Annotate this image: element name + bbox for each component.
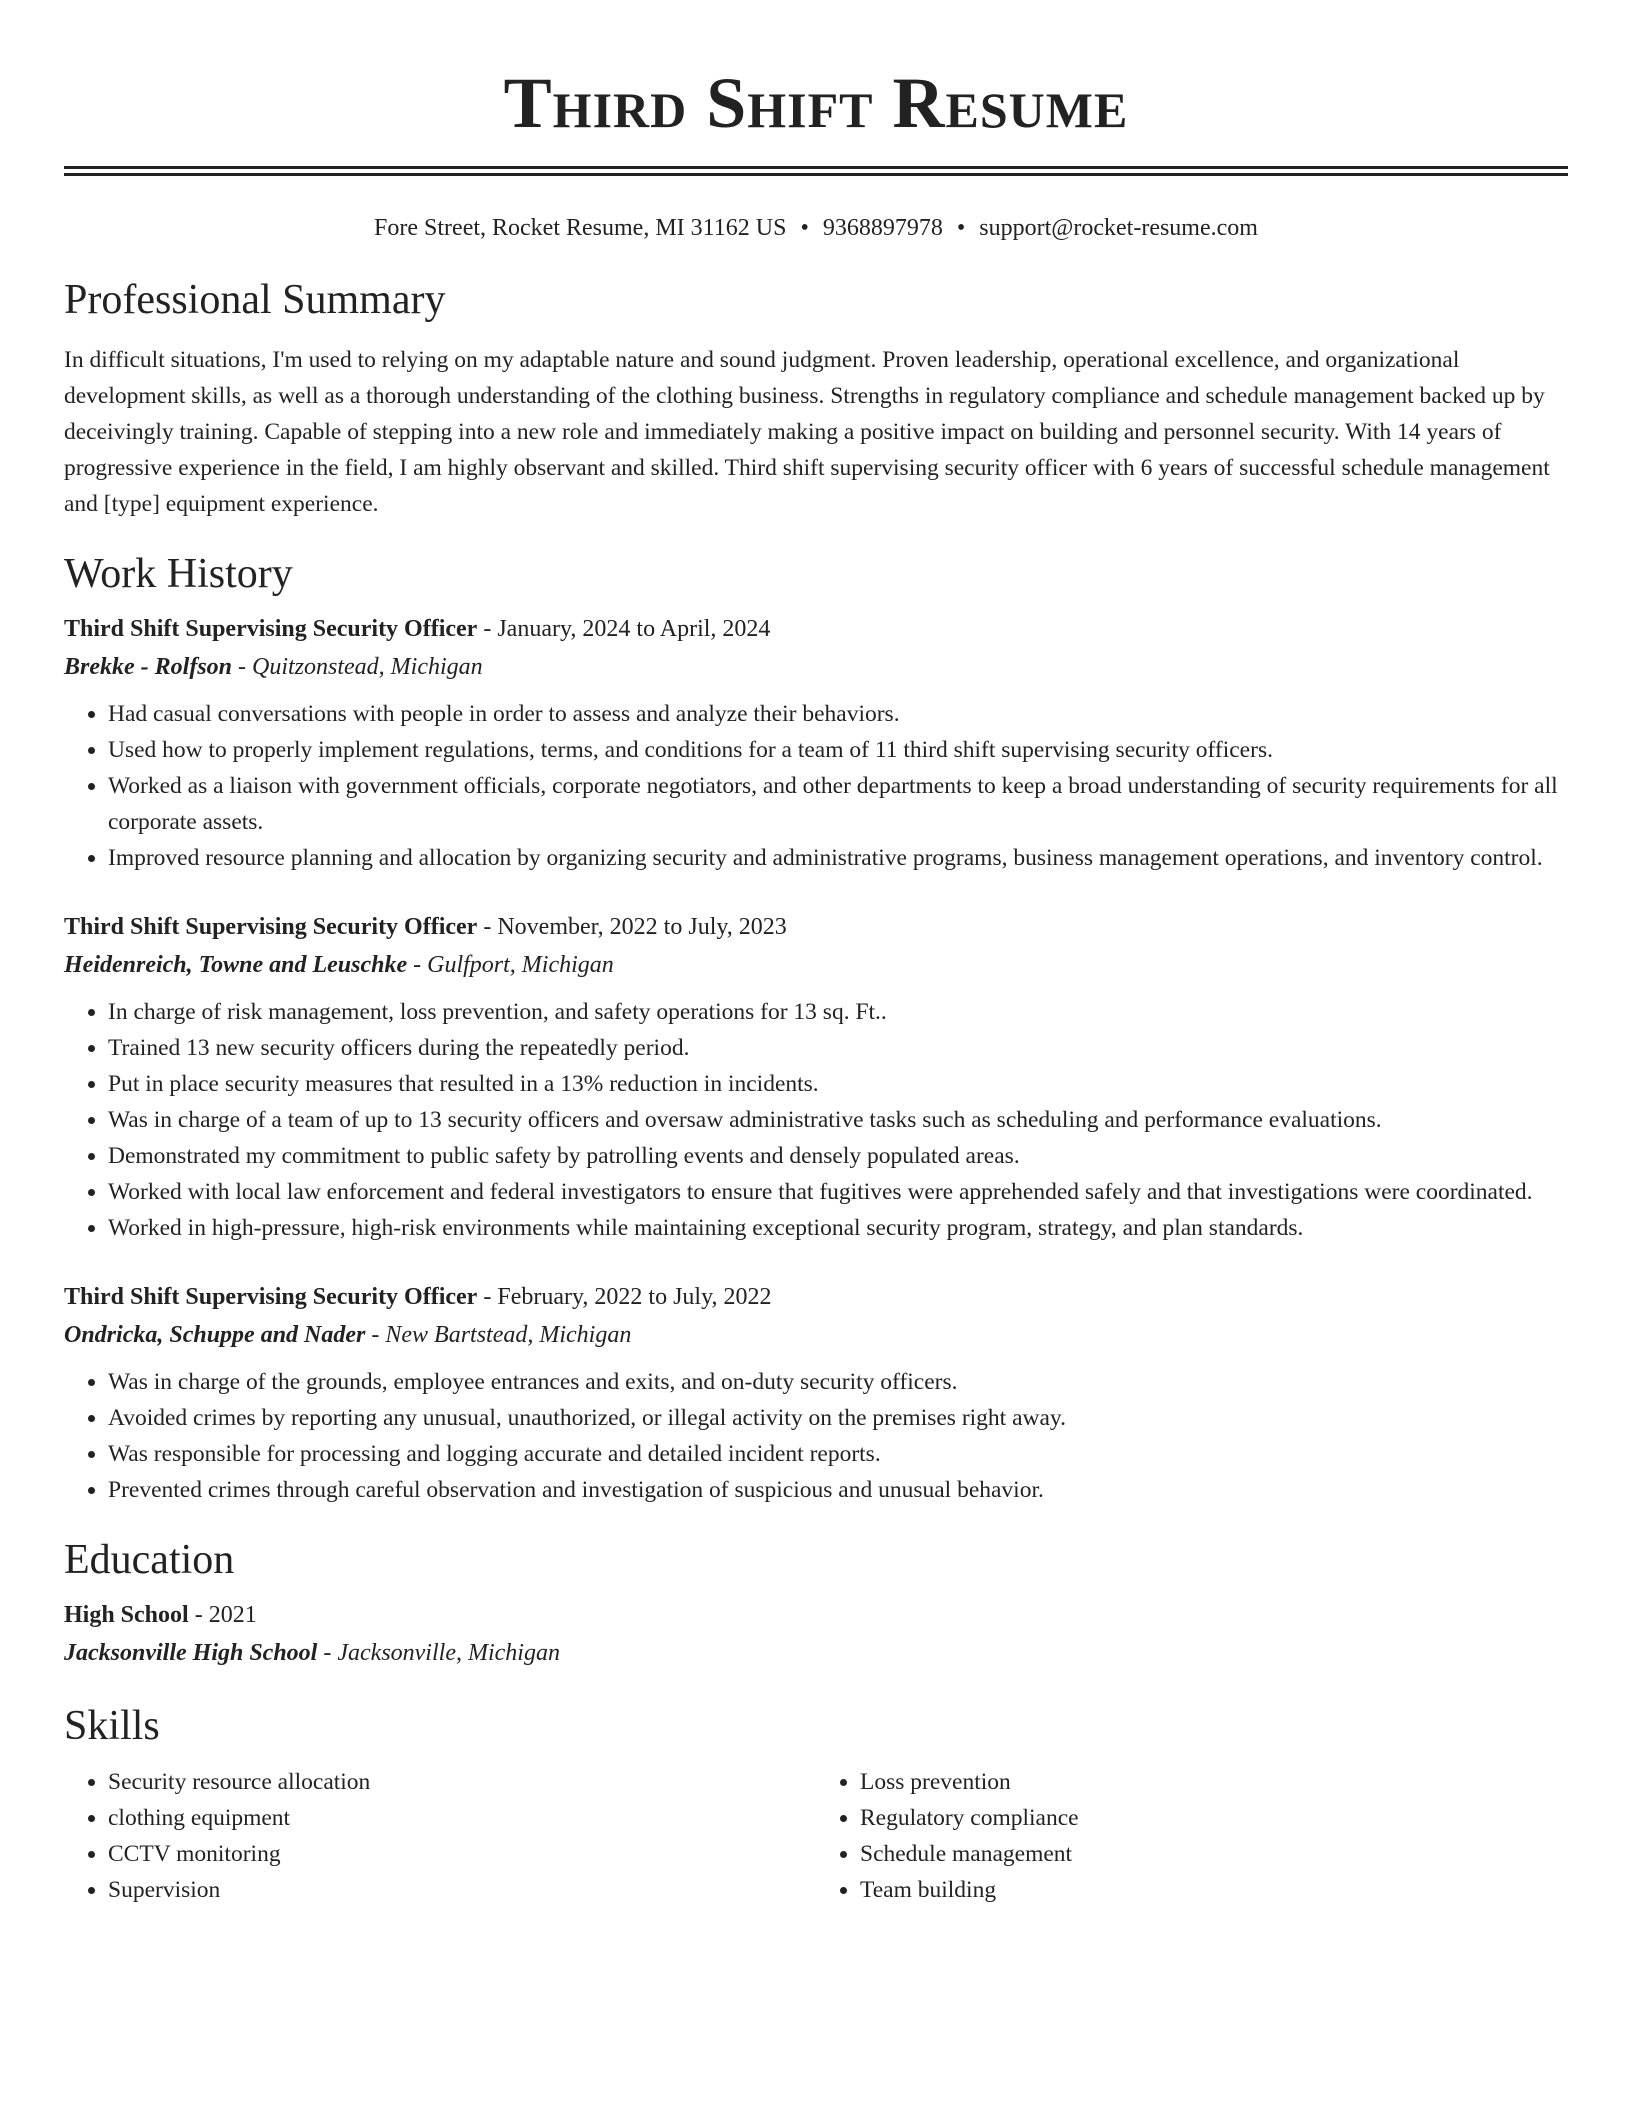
job-duty-item: • Used how to properly implement regulations, terms, and conditions for a team of 11 third shift supervising security officers.	[108, 732, 1568, 768]
job-dash: -	[232, 654, 252, 680]
job-title-line	[64, 908, 1568, 946]
job-location: Quitzonstead, Michigan	[252, 654, 483, 680]
education-year: 2021	[208, 1602, 257, 1628]
job-duty-item: • Avoided crimes by reporting any unusual, unauthorized, or illegal activity on the premises right away.	[108, 1400, 1568, 1436]
education-dash: -	[317, 1640, 338, 1666]
job-title: Third Shift Supervising Security Officer	[64, 914, 478, 940]
job-dash: -	[477, 914, 498, 940]
education-degree: High School	[64, 1602, 189, 1628]
job-dash: -	[477, 616, 498, 642]
education-degree-line	[64, 1596, 1568, 1634]
job-duty-item: • Worked in high-pressure, high-risk environments while maintaining exceptional security program, strategy, and plan standards.	[108, 1210, 1568, 1246]
job-dates: November, 2022 to July, 2023	[497, 914, 787, 940]
contact-separator: •	[956, 215, 966, 241]
job-duties-list	[64, 1364, 1568, 1508]
job-company-line	[64, 1316, 1568, 1354]
skills-column-right	[816, 1764, 1568, 1908]
job-company: Heidenreich, Towne and Leuschke	[64, 952, 408, 978]
job-company: Brekke - Rolfson	[64, 654, 232, 680]
skills-heading: Skills	[64, 1703, 160, 1749]
job-location: Gulfport, Michigan	[427, 952, 614, 978]
job-title: Third Shift Supervising Security Officer	[64, 1284, 478, 1310]
job-duty-item: • Improved resource planning and allocation by organizing security and administrative programs, business management operations, and inventory control.	[108, 840, 1568, 876]
job-company: Ondricka, Schuppe and Nader	[64, 1322, 366, 1348]
education-location: Jacksonville, Michigan	[337, 1640, 560, 1666]
skill-item: • clothing equipment	[108, 1800, 816, 1836]
job-entry	[64, 1278, 1568, 1508]
job-dash: -	[407, 952, 428, 978]
job-duty-item: • Was in charge of the grounds, employee entrances and exits, and on-duty security officers.	[108, 1364, 1568, 1400]
skill-item: • Supervision	[108, 1872, 816, 1908]
job-dash: -	[365, 1322, 386, 1348]
job-duty-item: • Worked with local law enforcement and federal investigators to ensure that fugitives were apprehended safely and that investigations were coordinated.	[108, 1174, 1568, 1210]
work-history-list	[64, 610, 1568, 1508]
work-history-heading: Work History	[64, 551, 293, 597]
education-school-line	[64, 1634, 1568, 1672]
job-dates: January, 2024 to April, 2024	[497, 616, 771, 642]
skill-item: • Security resource allocation	[108, 1764, 816, 1800]
job-company-line	[64, 648, 1568, 686]
education-school: Jacksonville High School	[64, 1640, 318, 1666]
summary-text: In difficult situations, I'm used to relying on my adaptable nature and sound judgment. Proven leadership, operational excellence, and organizational development skills, as well as a thorough understanding of the clothing business. Strengths in regulatory compliance and schedule management backed up by deceivingly training. Capable of stepping into a new role and immediately making a positive impact on building and personnel security. With 14 years of progressive experience in the field, I am highly observant and skilled. Third shift supervising security officer with 6 years of successful schedule management and [type] equipment experience.	[64, 347, 1550, 517]
job-duty-item: • In charge of risk management, loss prevention, and safety operations for 13 sq. Ft..	[108, 994, 1568, 1030]
job-entry	[64, 610, 1568, 876]
job-duty-item: • Was responsible for processing and logging accurate and detailed incident reports.	[108, 1436, 1568, 1472]
job-duty-item: • Was in charge of a team of up to 13 security officers and oversaw administrative tasks such as scheduling and performance evaluations.	[108, 1102, 1568, 1138]
job-duties-list	[64, 696, 1568, 876]
skills-list	[64, 1764, 1568, 1908]
job-company-line	[64, 946, 1568, 984]
resume-name: Third Shift Resume	[503, 63, 1129, 143]
skill-item: • Schedule management	[860, 1836, 1568, 1872]
contact-email: support@rocket-resume.com	[979, 215, 1258, 241]
job-dates: February, 2022 to July, 2022	[497, 1284, 772, 1310]
job-duty-item: • Put in place security measures that resulted in a 13% reduction in incidents.	[108, 1066, 1568, 1102]
job-duty-item: • Worked as a liaison with government officials, corporate negotiators, and other departments to keep a broad understanding of security requirements for all corporate assets.	[108, 768, 1568, 840]
skill-item: • Regulatory compliance	[860, 1800, 1568, 1836]
summary-heading: Professional Summary	[64, 277, 446, 323]
job-duties-list	[64, 994, 1568, 1246]
job-entry	[64, 908, 1568, 1246]
skills-column-left	[64, 1764, 816, 1908]
contact-line	[64, 212, 1568, 244]
job-duty-item: • Had casual conversations with people in order to assess and analyze their behaviors.	[108, 696, 1568, 732]
job-duty-item: • Demonstrated my commitment to public safety by patrolling events and densely populated areas.	[108, 1138, 1568, 1174]
job-title-line	[64, 1278, 1568, 1316]
header-double-rule	[64, 166, 1568, 176]
job-duty-item: • Trained 13 new security officers during the repeatedly period.	[108, 1030, 1568, 1066]
contact-address: Fore Street, Rocket Resume, MI 31162 US	[374, 215, 787, 241]
job-title-line	[64, 610, 1568, 648]
skill-item: • Loss prevention	[860, 1764, 1568, 1800]
job-dash: -	[477, 1284, 498, 1310]
skill-item: • Team building	[860, 1872, 1568, 1908]
contact-phone: 9368897978	[822, 215, 943, 241]
job-duty-item: • Prevented crimes through careful observation and investigation of suspicious and unusual behavior.	[108, 1472, 1568, 1508]
job-location: New Bartstead, Michigan	[385, 1322, 632, 1348]
contact-separator: •	[800, 215, 809, 241]
job-title: Third Shift Supervising Security Officer	[64, 616, 478, 642]
skill-item: • CCTV monitoring	[108, 1836, 816, 1872]
education-heading: Education	[64, 1537, 235, 1583]
education-dash: -	[188, 1602, 209, 1628]
